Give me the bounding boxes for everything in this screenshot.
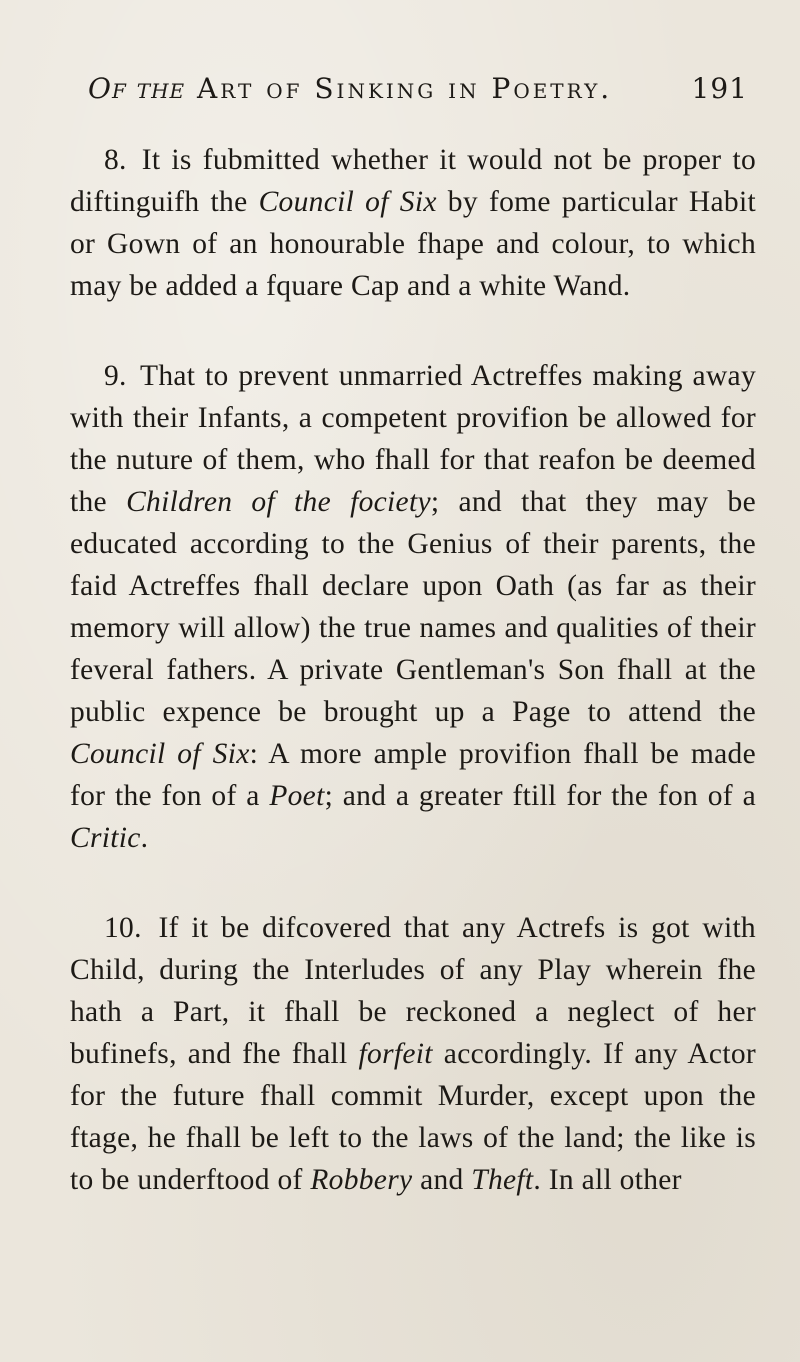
- paragraph-number: 8.: [104, 144, 127, 176]
- paragraph-text: and: [420, 1164, 464, 1196]
- paragraph-text: by fome particular Habit or Gown of an honourable fhape and colour, to which may be added a fquare Cap and a white Wand.: [70, 186, 756, 302]
- running-title: [88, 72, 612, 105]
- paragraph-text: ; and that they may be educated according to the Genius of their parents, the faid Actreffes fhall declare upon Oath (as far as their memory will allow) the true names and qualities of their feveral fathers. A private Gentleman's Son fhall at the public expence be brought up a Page to attend the: [70, 486, 756, 728]
- italic-phrase: forfeit: [358, 1038, 433, 1070]
- italic-phrase: Children of the fociety: [126, 486, 431, 518]
- italic-phrase: Theft: [471, 1164, 534, 1196]
- paragraph-8: [70, 139, 756, 307]
- paragraph-9: [70, 355, 756, 859]
- running-header: [88, 72, 756, 105]
- italic-phrase: Robbery: [310, 1164, 413, 1196]
- italic-phrase: Council of Six: [70, 738, 250, 770]
- italic-phrase: Poet: [269, 780, 325, 812]
- page-number: 191: [691, 72, 748, 105]
- paragraph-text: If it be difcovered that any Actrefs is got with Child, during the Interludes of any Play wherein fhe hath a Part, it fhall be reckoned a neglect of her bufinefs, and fhe fhall: [70, 912, 756, 1070]
- paragraph-text: .: [140, 822, 149, 854]
- italic-phrase: Critic: [70, 822, 141, 854]
- paragraph-text: That to prevent unmarried Actreffes making away with their Infants, a competent provifion be allowed for the nuture of them, who fhall for that reafon be deemed the: [70, 360, 756, 518]
- italic-phrase: Council of Six: [258, 186, 437, 218]
- running-title-prefix: Of the: [88, 72, 186, 105]
- paragraph-text: accordingly. If any Actor for the future fhall commit Murder, except upon the ftage, he fhall be left to the laws of the land; the like is to be underftood of: [70, 1038, 756, 1196]
- paragraph-text: : A more ample provifion fhall be made for the fon of a: [70, 738, 756, 812]
- paragraph-text: It is fubmitted whether it would not be proper to diftinguifh the: [70, 144, 756, 218]
- running-title-main: Art of Sinking in Poetry.: [197, 72, 613, 105]
- paragraph-text: . In all other: [533, 1164, 682, 1196]
- paragraph-text: ; and a greater ftill for the fon of a: [324, 780, 756, 812]
- paragraph-number: 10.: [104, 912, 142, 944]
- paragraph-10: [70, 907, 756, 1201]
- paragraph-number: 9.: [104, 360, 127, 392]
